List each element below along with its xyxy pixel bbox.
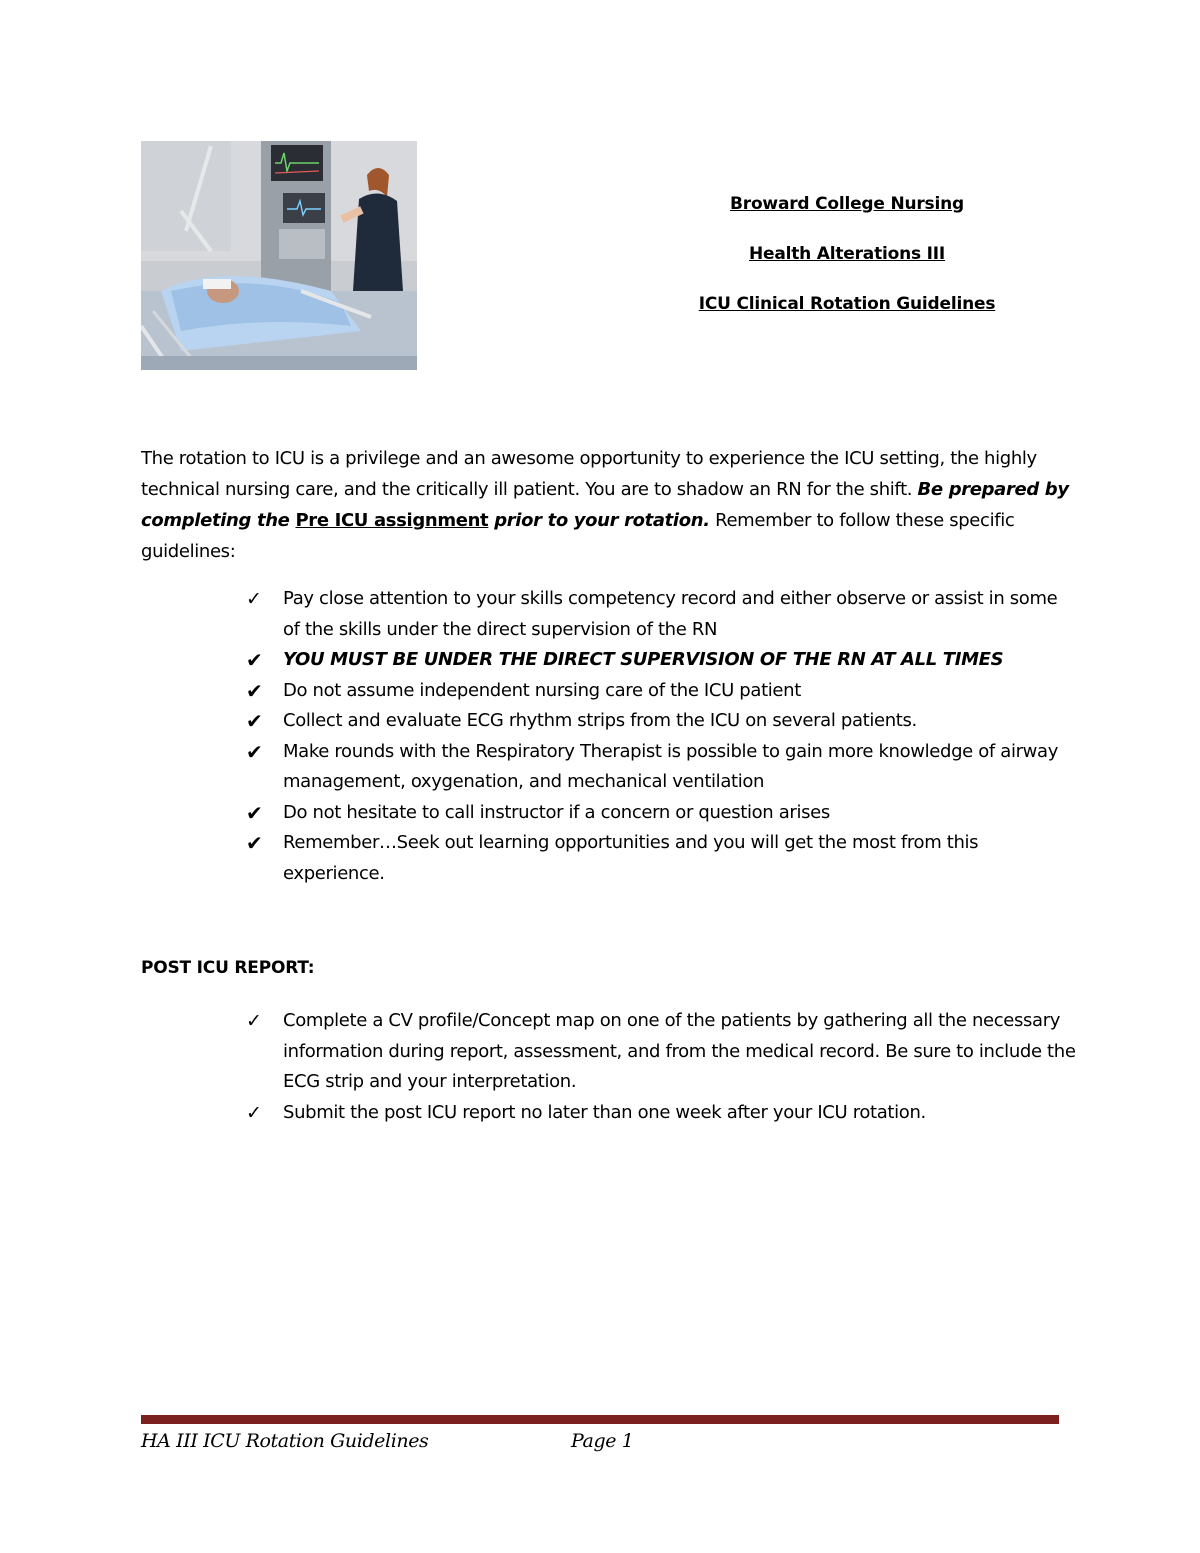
list-item	[246, 798, 1076, 829]
guideline-text: Do not assume independent nursing care of the ICU patient	[283, 679, 801, 701]
post-report-list	[246, 1006, 1076, 1128]
list-item	[246, 584, 1076, 645]
post-report-heading: POST ICU REPORT:	[141, 958, 315, 978]
check-icon: ✓	[246, 1101, 262, 1124]
document-title: ICU Clinical Rotation Guidelines	[698, 294, 996, 314]
footer-rule	[141, 1415, 1059, 1424]
guideline-text: Collect and evaluate ECG rhythm strips from the ICU on several patients.	[283, 710, 917, 731]
guideline-text: YOU MUST BE UNDER THE DIRECT SUPERVISION OF THE RN AT ALL TIMES	[283, 649, 1004, 670]
check-icon: ✔	[246, 739, 263, 764]
list-item	[246, 706, 1076, 737]
icu-photo	[141, 141, 417, 370]
check-icon: ✔	[246, 831, 263, 855]
college-name: Broward College Nursing	[730, 194, 964, 214]
post-item-text: Submit the post ICU report no later than one week after your ICU rotation.	[283, 1101, 926, 1123]
footer-document-name: HA III ICU Rotation Guidelines	[141, 1430, 429, 1452]
guideline-text: Pay close attention to your skills competency record and either observe or assist in some of the skills under the direct supervision of the RN	[283, 588, 1058, 640]
guidelines-list	[246, 584, 1076, 889]
intro-emphasis-2: prior to your rotation.	[488, 510, 710, 531]
intro-paragraph	[141, 443, 1076, 567]
pre-icu-assignment-link[interactable]: Pre ICU assignment	[295, 510, 489, 531]
guideline-text: Remember…Seek out learning opportunities and you will get the most from this experience.	[283, 832, 979, 884]
check-icon: ✔	[246, 800, 263, 825]
check-icon: ✔	[246, 678, 263, 703]
check-icon: ✔	[246, 709, 263, 733]
document-title-block	[640, 192, 1054, 342]
intro-emphasis-1: Be prepared by completing the	[141, 479, 1069, 531]
list-item	[246, 828, 1076, 889]
post-item-text: Complete a CV profile/Concept map on one of the patients by gathering all the necessary information during report, assessment, and from the medical record. Be sure to include the ECG strip and your interpretation.	[283, 1010, 1076, 1092]
list-item	[246, 737, 1076, 798]
course-name: Health Alterations III	[748, 244, 946, 264]
check-icon: ✔	[246, 648, 263, 672]
intro-text-2: Remember to follow these specific guidelines:	[141, 510, 1015, 562]
list-item	[246, 676, 1076, 707]
check-icon: ✓	[246, 588, 262, 610]
check-icon: ✓	[246, 1010, 262, 1032]
intro-text-1: The rotation to ICU is a privilege and an awesome opportunity to experience the ICU setting, the highly technical nursing care, and the critically ill patient. You are to shadow an RN for the shift.	[141, 448, 1037, 500]
guideline-text: Make rounds with the Respiratory Therapist is possible to gain more knowledge of airway management, oxygenation, and mechanical ventilation	[283, 740, 1059, 792]
list-item	[246, 1098, 1076, 1129]
page-number: Page 1	[571, 1430, 634, 1452]
guideline-text: Do not hesitate to call instructor if a concern or question arises	[283, 801, 830, 823]
list-item	[246, 645, 1076, 676]
list-item	[246, 1006, 1076, 1098]
